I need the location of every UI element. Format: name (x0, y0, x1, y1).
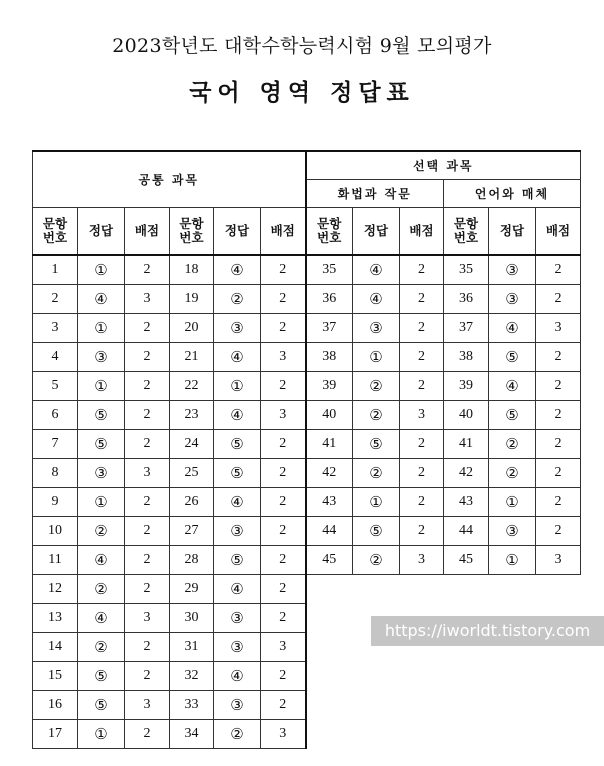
answer-cell: ④ (214, 488, 261, 517)
answer-cell: ① (353, 488, 400, 517)
score-cell: 2 (125, 343, 170, 372)
score-cell: 2 (536, 372, 581, 401)
score-cell: 3 (400, 401, 444, 430)
score-cell: 2 (400, 488, 444, 517)
score-cell: 3 (400, 546, 444, 575)
table-row (33, 343, 581, 372)
score-cell: 3 (261, 720, 306, 749)
column-header-number: 문항 번호 (170, 208, 214, 256)
question-number-cell: 24 (170, 430, 214, 459)
question-number-cell: 40 (444, 401, 489, 430)
score-cell: 2 (536, 401, 581, 430)
score-cell: 2 (400, 372, 444, 401)
answer-cell: ⑤ (78, 430, 125, 459)
answer-cell: ② (214, 285, 261, 314)
answer-cell: ⑤ (214, 546, 261, 575)
answer-cell: ④ (214, 255, 261, 285)
question-number-cell: 19 (170, 285, 214, 314)
answer-cell: ④ (214, 343, 261, 372)
elective-subject-header: 선택 과목 (306, 151, 581, 180)
question-number-cell: 41 (444, 430, 489, 459)
score-cell: 3 (536, 314, 581, 343)
answer-cell: ④ (214, 401, 261, 430)
question-number-cell: 36 (444, 285, 489, 314)
question-number-cell: 42 (306, 459, 353, 488)
question-number-cell: 8 (33, 459, 78, 488)
answer-cell: ⑤ (353, 517, 400, 546)
column-header-answer: 정답 (489, 208, 536, 256)
answer-cell: ③ (214, 314, 261, 343)
question-number-cell: 3 (33, 314, 78, 343)
question-number-cell: 29 (170, 575, 214, 604)
score-cell: 3 (261, 343, 306, 372)
question-number-cell: 2 (33, 285, 78, 314)
score-cell: 2 (261, 575, 306, 604)
question-number-cell: 37 (444, 314, 489, 343)
question-number-cell: 14 (33, 633, 78, 662)
answer-cell: ① (78, 314, 125, 343)
score-cell: 3 (261, 633, 306, 662)
table-row (33, 488, 581, 517)
question-number-cell: 28 (170, 546, 214, 575)
elective-b-header: 언어와 매체 (444, 180, 581, 208)
column-header-number: 문항 번호 (306, 208, 353, 256)
question-number-cell: 23 (170, 401, 214, 430)
answer-cell: ③ (489, 255, 536, 285)
answer-cell: ① (489, 488, 536, 517)
question-number-cell: 17 (33, 720, 78, 749)
question-number-cell: 37 (306, 314, 353, 343)
column-header-answer: 정답 (353, 208, 400, 256)
score-cell: 2 (125, 662, 170, 691)
score-cell: 3 (125, 604, 170, 633)
score-cell: 2 (536, 343, 581, 372)
table-row (33, 255, 581, 285)
score-cell: 3 (261, 401, 306, 430)
answer-cell: ④ (78, 546, 125, 575)
score-cell: 2 (400, 285, 444, 314)
score-cell: 2 (125, 575, 170, 604)
answer-cell: ② (489, 459, 536, 488)
answer-cell: ① (78, 720, 125, 749)
table-row (33, 314, 581, 343)
answer-cell: ② (78, 633, 125, 662)
question-number-cell: 4 (33, 343, 78, 372)
answer-cell: ③ (214, 604, 261, 633)
question-number-cell: 20 (170, 314, 214, 343)
question-number-cell: 12 (33, 575, 78, 604)
answer-cell: ① (78, 488, 125, 517)
question-number-cell: 44 (444, 517, 489, 546)
question-number-cell: 30 (170, 604, 214, 633)
question-number-cell: 34 (170, 720, 214, 749)
answer-cell: ② (214, 720, 261, 749)
score-cell: 2 (261, 430, 306, 459)
answer-cell: ④ (214, 575, 261, 604)
score-cell: 2 (400, 255, 444, 285)
score-cell: 2 (536, 517, 581, 546)
answer-cell: ② (353, 546, 400, 575)
document-title: 2023학년도 대학수학능력시험 9월 모의평가 (112, 35, 492, 57)
answer-cell: ② (353, 401, 400, 430)
score-cell: 2 (125, 314, 170, 343)
answer-cell: ② (353, 372, 400, 401)
answer-cell: ③ (78, 459, 125, 488)
score-cell: 2 (261, 604, 306, 633)
score-cell: 3 (536, 546, 581, 575)
score-cell: 2 (261, 285, 306, 314)
answer-cell: ⑤ (489, 401, 536, 430)
question-number-cell: 41 (306, 430, 353, 459)
table-row (33, 575, 581, 604)
question-number-cell: 15 (33, 662, 78, 691)
answer-cell: ④ (489, 314, 536, 343)
score-cell: 2 (125, 255, 170, 285)
question-number-cell: 1 (33, 255, 78, 285)
question-number-cell: 42 (444, 459, 489, 488)
question-number-cell: 22 (170, 372, 214, 401)
question-number-cell: 40 (306, 401, 353, 430)
answer-cell: ① (214, 372, 261, 401)
question-number-cell: 6 (33, 401, 78, 430)
score-cell: 2 (261, 662, 306, 691)
score-cell: 2 (125, 633, 170, 662)
answer-cell: ③ (214, 633, 261, 662)
answer-cell: ⑤ (489, 343, 536, 372)
column-header-score: 배점 (261, 208, 306, 256)
question-number-cell: 27 (170, 517, 214, 546)
score-cell: 2 (261, 691, 306, 720)
question-number-cell: 11 (33, 546, 78, 575)
table-row (33, 372, 581, 401)
answer-cell: ⑤ (214, 430, 261, 459)
table-row (33, 285, 581, 314)
answer-cell: ④ (353, 255, 400, 285)
score-cell: 2 (536, 488, 581, 517)
question-number-cell: 43 (444, 488, 489, 517)
score-cell: 2 (261, 517, 306, 546)
question-number-cell: 36 (306, 285, 353, 314)
question-number-cell: 33 (170, 691, 214, 720)
question-number-cell: 45 (306, 546, 353, 575)
answer-cell: ⑤ (78, 662, 125, 691)
elective-a-header: 화법과 작문 (306, 180, 444, 208)
question-number-cell: 10 (33, 517, 78, 546)
empty-area (306, 575, 581, 749)
answer-cell: ③ (489, 517, 536, 546)
score-cell: 2 (125, 720, 170, 749)
question-number-cell: 18 (170, 255, 214, 285)
answer-cell: ② (78, 517, 125, 546)
score-cell: 2 (261, 459, 306, 488)
question-number-cell: 39 (306, 372, 353, 401)
question-number-cell: 5 (33, 372, 78, 401)
question-number-cell: 38 (444, 343, 489, 372)
table-row (33, 546, 581, 575)
question-number-cell: 39 (444, 372, 489, 401)
score-cell: 2 (400, 459, 444, 488)
question-number-cell: 16 (33, 691, 78, 720)
score-cell: 2 (261, 255, 306, 285)
question-number-cell: 13 (33, 604, 78, 633)
score-cell: 2 (400, 314, 444, 343)
answer-cell: ① (78, 372, 125, 401)
score-cell: 2 (261, 372, 306, 401)
question-number-cell: 35 (444, 255, 489, 285)
answer-cell: ③ (78, 343, 125, 372)
table-row (33, 517, 581, 546)
score-cell: 2 (536, 285, 581, 314)
score-cell: 2 (536, 430, 581, 459)
answer-cell: ② (353, 459, 400, 488)
score-cell: 2 (125, 488, 170, 517)
table-row (33, 430, 581, 459)
answer-cell: ③ (214, 691, 261, 720)
score-cell: 2 (400, 517, 444, 546)
question-number-cell: 44 (306, 517, 353, 546)
answer-cell: ③ (353, 314, 400, 343)
answer-cell: ⑤ (78, 401, 125, 430)
score-cell: 2 (125, 517, 170, 546)
answer-cell: ② (489, 430, 536, 459)
answer-cell: ② (78, 575, 125, 604)
score-cell: 3 (125, 691, 170, 720)
score-cell: 2 (400, 343, 444, 372)
answer-cell: ④ (353, 285, 400, 314)
answer-cell: ⑤ (78, 691, 125, 720)
question-number-cell: 9 (33, 488, 78, 517)
answer-cell: ⑤ (353, 430, 400, 459)
column-header-score: 배점 (125, 208, 170, 256)
score-cell: 3 (125, 285, 170, 314)
document-subtitle: 국어 영역 정답표 (189, 79, 415, 106)
question-number-cell: 35 (306, 255, 353, 285)
question-number-cell: 45 (444, 546, 489, 575)
answer-cell: ① (353, 343, 400, 372)
score-cell: 2 (125, 430, 170, 459)
question-number-cell: 38 (306, 343, 353, 372)
answer-cell: ⑤ (214, 459, 261, 488)
question-number-cell: 7 (33, 430, 78, 459)
question-number-cell: 32 (170, 662, 214, 691)
question-number-cell: 21 (170, 343, 214, 372)
column-header-number: 문항 번호 (33, 208, 78, 256)
answer-cell: ① (489, 546, 536, 575)
column-header-answer: 정답 (214, 208, 261, 256)
question-number-cell: 25 (170, 459, 214, 488)
score-cell: 2 (261, 488, 306, 517)
question-number-cell: 26 (170, 488, 214, 517)
score-cell: 3 (125, 459, 170, 488)
score-cell: 2 (261, 314, 306, 343)
table-row (33, 401, 581, 430)
answer-cell: ③ (214, 517, 261, 546)
table-row (33, 459, 581, 488)
watermark: https://iworldt.tistory.com (371, 616, 604, 646)
column-header-score: 배점 (536, 208, 581, 256)
answer-table (32, 150, 581, 749)
answer-cell: ④ (489, 372, 536, 401)
score-cell: 2 (400, 430, 444, 459)
score-cell: 2 (536, 459, 581, 488)
answer-cell: ④ (78, 285, 125, 314)
common-subject-header: 공통 과목 (33, 151, 306, 208)
score-cell: 2 (125, 401, 170, 430)
score-cell: 2 (125, 546, 170, 575)
answer-cell: ① (78, 255, 125, 285)
question-number-cell: 43 (306, 488, 353, 517)
column-header-score: 배점 (400, 208, 444, 256)
answer-cell: ④ (78, 604, 125, 633)
answer-cell: ③ (489, 285, 536, 314)
question-number-cell: 31 (170, 633, 214, 662)
answer-cell: ④ (214, 662, 261, 691)
score-cell: 2 (536, 255, 581, 285)
score-cell: 2 (125, 372, 170, 401)
column-header-answer: 정답 (78, 208, 125, 256)
score-cell: 2 (261, 546, 306, 575)
column-header-number: 문항 번호 (444, 208, 489, 256)
